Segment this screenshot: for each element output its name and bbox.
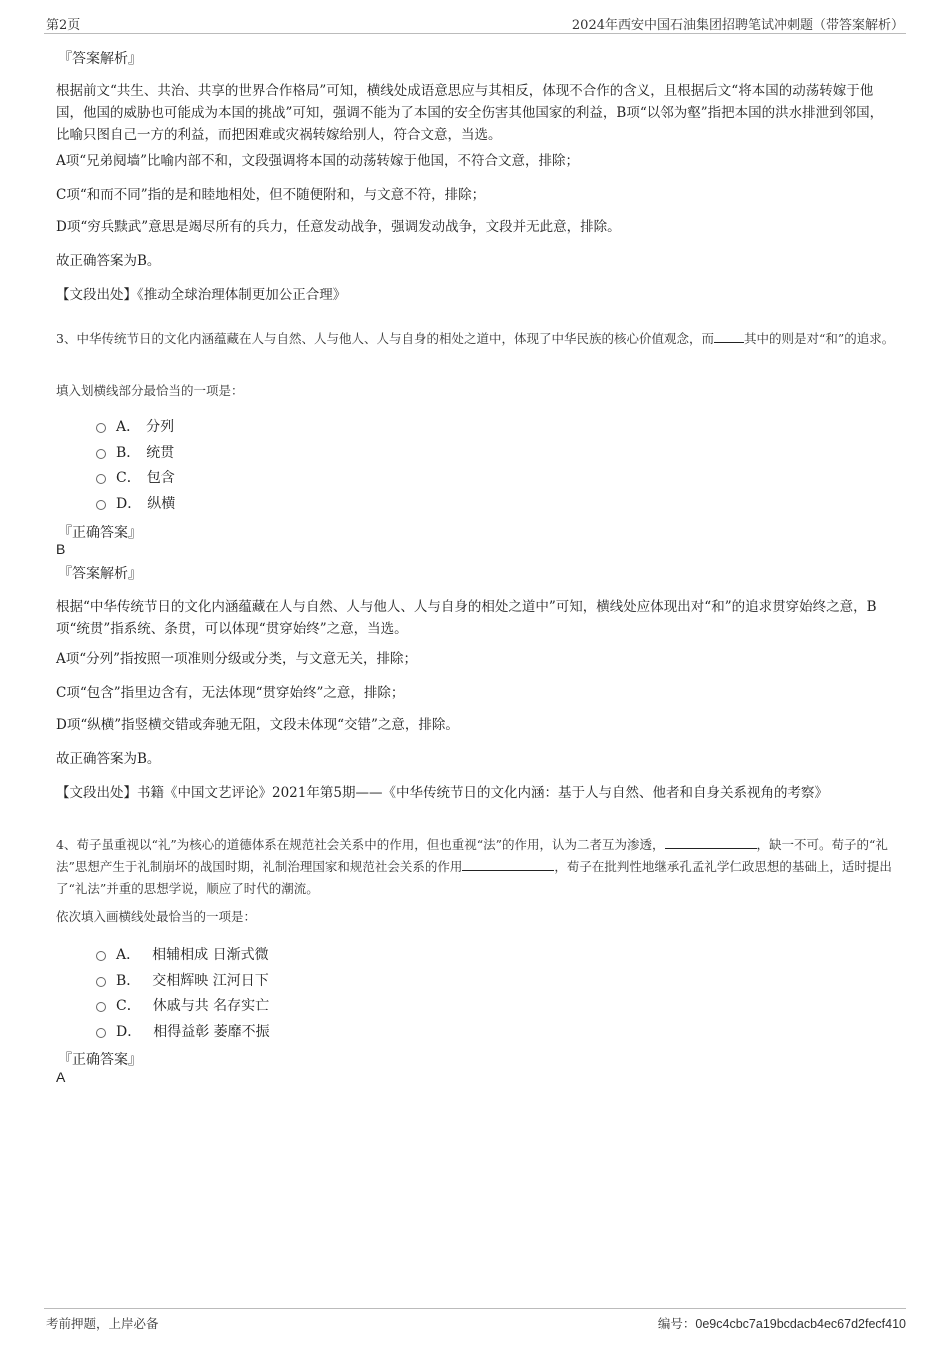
header-divider — [44, 33, 906, 34]
question-instruction: 填入划横线部分最恰当的一项是： — [56, 383, 244, 398]
document-code: 编号：0e9c4cbc7a19bcdacb4ec67d2fecf410 — [657, 1316, 906, 1331]
analysis-paragraph: 根据“中华传统节日的文化内涵蕴藏在人与自然、人与他人、人与自身的相处之道中”可知，横线处应体现出对“和”的追求贯穿始终之意，B项“统贯”指系统、条贯，可以体现“贯穿始终”之意，当选。 — [56, 599, 877, 637]
page-number: 第2页 — [46, 18, 81, 33]
option-b[interactable]: B． 交相辉映 江河日下 — [96, 970, 269, 990]
analysis-paragraph: D项“纵横”指竖横交错或奔驰无阻，文段未体现“交错”之意，排除。 — [56, 717, 459, 733]
fill-blank — [714, 330, 744, 343]
answer-label: 『正确答案』 — [58, 525, 142, 541]
footer-slogan: 考前押题，上岸必备 — [46, 1316, 159, 1331]
document-title: 2024年西安中国石油集团招聘笔试冲刺题（带答案解析） — [571, 18, 904, 33]
radio-icon[interactable] — [96, 1002, 106, 1012]
source-note: 【文段出处】书籍《中国文艺评论》2021年第5期——《中华传统节日的文化内涵：基于人与自然、他者和自身关系视角的考察》 — [56, 785, 828, 801]
radio-icon[interactable] — [96, 951, 106, 961]
answer-label: 『正确答案』 — [58, 1052, 142, 1068]
question-instruction: 依次填入画横线处最恰当的一项是： — [56, 909, 257, 924]
option-a[interactable]: A． 分列 — [96, 416, 174, 436]
fill-blank — [462, 858, 554, 871]
radio-icon[interactable] — [96, 977, 106, 987]
correct-answer: B — [56, 541, 66, 557]
question-stem: 3、中华传统节日的文化内涵蕴藏在人与自然、人与他人、人与自身的相处之道中，体现了中华民族的核心价值观念，而 其中的则是对“和”的追求。 — [56, 331, 895, 346]
option-d[interactable]: D． 相得益彰 萎靡不振 — [96, 1021, 270, 1041]
analysis-conclusion: 故正确答案为B。 — [56, 253, 161, 269]
radio-icon[interactable] — [96, 449, 106, 459]
analysis-conclusion: 故正确答案为B。 — [56, 751, 161, 767]
source-note: 【文段出处】《推动全球治理体制更加公正合理》 — [56, 287, 347, 303]
option-c[interactable]: C． 包含 — [96, 467, 175, 487]
analysis-paragraph: A项“分列”指按照一项准则分级或分类，与文意无关，排除； — [56, 651, 418, 667]
option-a[interactable]: A． 相辅相成 日渐式微 — [96, 944, 269, 964]
analysis-paragraph: C项“和而不同”指的是和睦地相处，但不随便附和，与文意不符，排除； — [56, 187, 486, 203]
analysis-paragraph: D项“穷兵黩武”意思是竭尽所有的兵力，任意发动战争，强调发动战争，文段并无此意，排除。 — [56, 219, 621, 235]
option-b[interactable]: B． 统贯 — [96, 442, 174, 462]
analysis-paragraph: A项“兄弟阋墙”比喻内部不和，文段强调将本国的动荡转嫁于他国，不符合文意，排除； — [56, 153, 580, 169]
radio-icon[interactable] — [96, 500, 106, 510]
radio-icon[interactable] — [96, 1028, 106, 1038]
analysis-paragraph: C项“包含”指里边含有，无法体现“贯穿始终”之意，排除； — [56, 685, 405, 701]
analysis-label: 『答案解析』 — [58, 566, 142, 582]
correct-answer: A — [56, 1069, 66, 1085]
option-d[interactable]: D． 纵横 — [96, 493, 175, 513]
question-stem: 4、荀子虽重视以“礼”为核心的道德体系在规范社会关系中的作用，但也重视“法”的作用，认为二者互为渗透， ，缺一不可。荀子的“礼法”思想产生于礼制崩坏的战国时期，礼制治理国家和规范社会关系的作用 ，荀子在批判性地继承孔孟礼学仁政思想的基础上，适时提出了“礼法”并重的思想学说，顺应了时代的潮流。 — [56, 837, 892, 896]
fill-blank — [665, 836, 757, 849]
footer-divider — [44, 1308, 906, 1309]
radio-icon[interactable] — [96, 423, 106, 433]
analysis-paragraph: 根据前文“共生、共治、共享的世界合作格局”可知，横线处成语意思应与其相反，体现不合作的含义，且根据后文“将本国的动荡转嫁于他国，他国的威胁也可能成为本国的挑战”可知，强调不能为了本国的安全伤害其他国家的利益，B项“以邻为壑”指把本国的洪水排泄到邻国，比喻只图自己一方的利益，而把困难或灾祸转嫁给别人，符合文意，当选。 — [56, 83, 884, 143]
option-c[interactable]: C． 休戚与共 名存实亡 — [96, 995, 269, 1015]
radio-icon[interactable] — [96, 474, 106, 484]
analysis-label: 『答案解析』 — [58, 51, 142, 67]
